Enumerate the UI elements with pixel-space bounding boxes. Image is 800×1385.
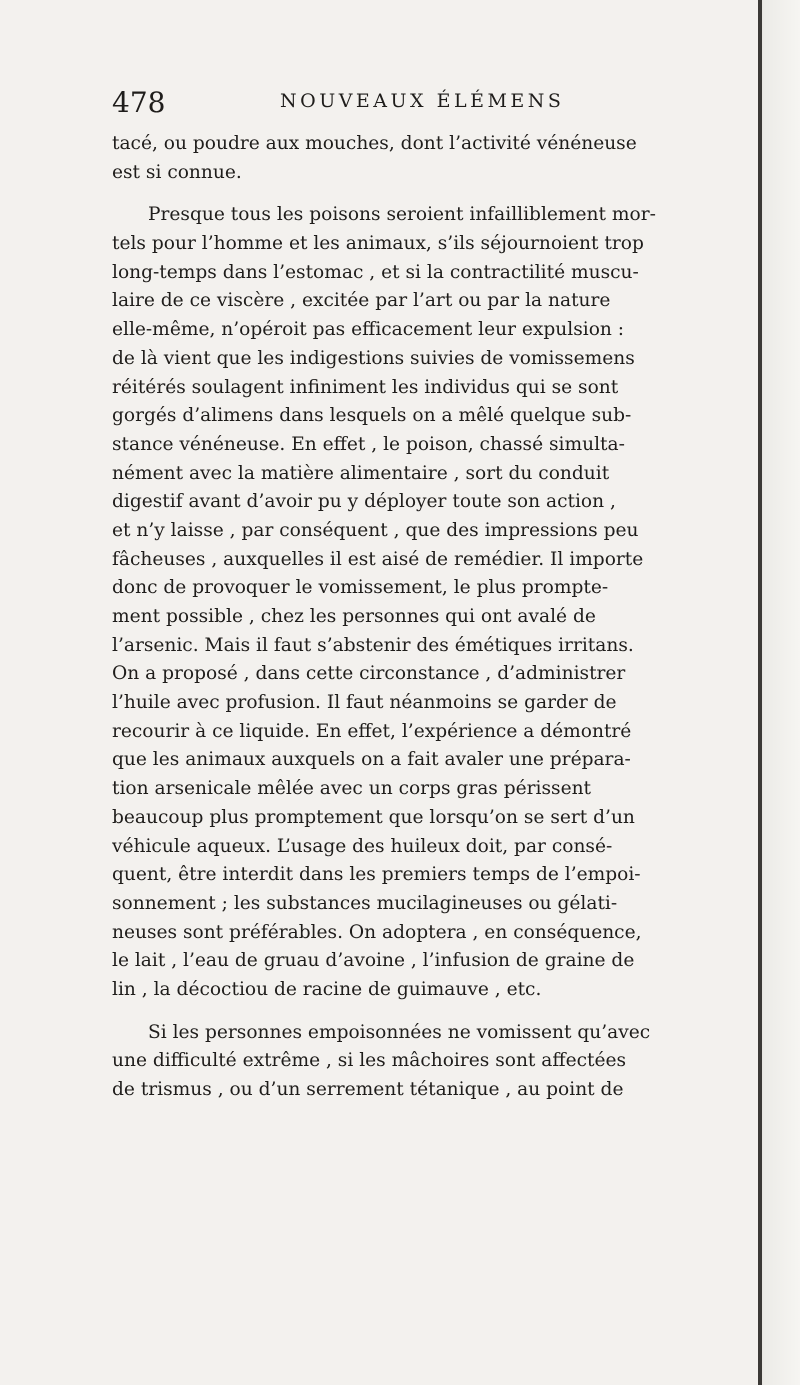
text-line: l’huile avec profusion. Il faut néanmoins se garder de bbox=[112, 692, 617, 714]
text-line: de là vient que les indigestions suivies de vomissemens bbox=[112, 347, 635, 369]
text-line: est si connue. bbox=[112, 161, 242, 183]
text-line: digestif avant d’avoir pu y déployer toute son action , bbox=[112, 491, 616, 513]
text-line: On a proposé , dans cette circonstance , d’administrer bbox=[112, 663, 626, 685]
text-line: stance vénéneuse. En effet , le poison, chassé simulta- bbox=[112, 433, 625, 455]
text-line: neuses sont préférables. On adoptera , en conséquence, bbox=[112, 921, 642, 943]
text-line: véhicule aqueux. L’usage des huileux doit, par consé- bbox=[112, 835, 613, 857]
text-line: une difficulté extrême , si les mâchoires sont affectées bbox=[112, 1050, 627, 1072]
text-line: tacé, ou poudre aux mouches, dont l’activité vénéneuse bbox=[112, 133, 637, 154]
text-line: sonnement ; les substances mucilagineuses ou gélati- bbox=[112, 892, 618, 914]
text-line: fâcheuses , auxquelles il est aisé de remédier. Il importe bbox=[112, 548, 644, 570]
page-header bbox=[112, 86, 752, 126]
running-title: NOUVEAUX ÉLÉMENS bbox=[280, 90, 565, 112]
text-line: gorgés d’alimens dans lesquels on a mêlé quelque sub- bbox=[112, 405, 632, 427]
text-line: quent, être interdit dans les premiers temps de l’empoi- bbox=[112, 864, 641, 886]
paragraph-first-line: Si les personnes empoisonnées ne vomissent qu’avec bbox=[148, 1021, 651, 1043]
text-line: recourir à ce liquide. En effet, l’expérience a démontré bbox=[112, 720, 632, 742]
text-line: le lait , l’eau de gruau d’avoine , l’infusion de graine de bbox=[112, 950, 635, 972]
text-line: elle-même, n’opéroit pas efficacement leur expulsion : bbox=[112, 319, 625, 341]
text-line: ment possible , chez les personnes qui ont avalé de bbox=[112, 606, 596, 627]
text-line: de trismus , ou d’un serrement tétanique , au point de bbox=[112, 1079, 624, 1100]
text-line: laire de ce viscère , excitée par l’art ou par la nature bbox=[112, 290, 611, 312]
text-line: donc de provoquer le vomissement, le plus prompte- bbox=[112, 577, 609, 599]
text-line: l’arsenic. Mais il faut s’abstenir des émétiques irritans. bbox=[112, 634, 634, 656]
text-line: tion arsenicale mêlée avec un corps gras périssent bbox=[112, 778, 592, 800]
paragraph-first-line: Presque tous les poisons seroient infailliblement mor- bbox=[148, 204, 656, 226]
page-number: 478 bbox=[112, 86, 166, 119]
text-line: que les animaux auxquels on a fait avaler une prépara- bbox=[112, 749, 631, 771]
text-line: réitérés soulagent infiniment les individus qui se sont bbox=[112, 376, 619, 398]
text-line: tels pour l’homme et les animaux, s’ils séjournoient trop bbox=[112, 233, 644, 255]
body-text bbox=[112, 130, 762, 1105]
text-line: lin , la décoctiou de racine de guimauve , etc. bbox=[112, 978, 542, 1000]
text-line: beaucoup plus promptement que lorsqu’on se sert d’un bbox=[112, 806, 635, 828]
text-line: long-temps dans l’estomac , et si la contractilité muscu- bbox=[112, 261, 639, 283]
text-line: et n’y laisse , par conséquent , que des impressions peu bbox=[112, 519, 639, 541]
text-line: nément avec la matière alimentaire , sort du conduit bbox=[112, 462, 610, 484]
facing-page-edge bbox=[758, 0, 800, 1385]
